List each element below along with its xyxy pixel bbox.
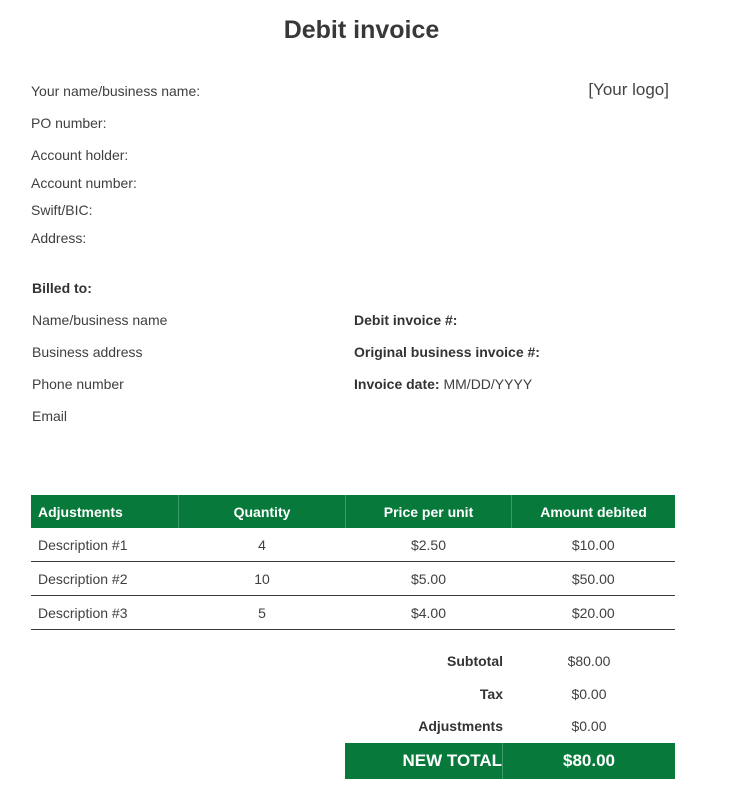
table-row — [31, 562, 675, 596]
row-quantity: 5 — [179, 596, 346, 630]
sender-name-field: Your name/business name: — [31, 83, 201, 99]
row-amount: $50.00 — [512, 562, 676, 596]
new-total-label: NEW TOTAL — [345, 743, 503, 779]
swift-bic-field: Swift/BIC: — [31, 202, 93, 218]
account-number-field: Account number: — [31, 175, 137, 191]
col-amount-debited: Amount debited — [512, 495, 676, 528]
col-quantity: Quantity — [179, 495, 346, 528]
address-field: Address: — [31, 230, 87, 246]
col-price-per-unit: Price per unit — [346, 495, 512, 528]
invoice-date-label: Invoice date: — [354, 376, 440, 392]
subtotal-label: Subtotal — [447, 653, 503, 669]
table-row — [31, 596, 675, 630]
new-total-row — [345, 743, 675, 779]
logo-placeholder: [Your logo] — [588, 80, 669, 99]
row-amount: $10.00 — [512, 528, 676, 562]
col-adjustments: Adjustments — [31, 495, 179, 528]
row-quantity: 4 — [179, 528, 346, 562]
row-amount: $20.00 — [512, 596, 676, 630]
account-holder-field: Account holder: — [31, 147, 129, 163]
invoice-date-value: MM/DD/YYYY — [443, 376, 533, 392]
row-price: $4.00 — [346, 596, 512, 630]
original-invoice-number-label: Original business invoice #: — [354, 344, 540, 360]
adjustments-table — [31, 495, 675, 630]
row-price: $2.50 — [346, 528, 512, 562]
po-number-field: PO number: — [31, 115, 107, 131]
billed-email-field: Email — [32, 408, 68, 424]
invoice-date-line — [354, 376, 532, 392]
adjustments-row — [345, 710, 675, 743]
row-description: Description #3 — [31, 596, 179, 630]
billed-address-field: Business address — [32, 344, 143, 360]
tax-row — [345, 678, 675, 711]
row-quantity: 10 — [179, 562, 346, 596]
debit-invoice-number-label: Debit invoice #: — [354, 312, 458, 328]
table-header-row — [31, 495, 675, 528]
billed-name-field: Name/business name — [32, 312, 168, 328]
billed-phone-field: Phone number — [32, 376, 124, 392]
new-total-value: $80.00 — [563, 751, 615, 770]
subtotal-row — [345, 645, 675, 678]
tax-value: $0.00 — [571, 686, 607, 702]
row-description: Description #2 — [31, 562, 179, 596]
row-description: Description #1 — [31, 528, 179, 562]
row-price: $5.00 — [346, 562, 512, 596]
billed-to-heading: Billed to: — [32, 280, 92, 296]
adjustments-label: Adjustments — [418, 718, 503, 734]
adjustments-value: $0.00 — [571, 718, 607, 734]
subtotal-value: $80.00 — [567, 653, 611, 669]
table-row — [31, 528, 675, 562]
tax-label: Tax — [479, 686, 503, 702]
page-title: Debit invoice — [283, 16, 440, 44]
